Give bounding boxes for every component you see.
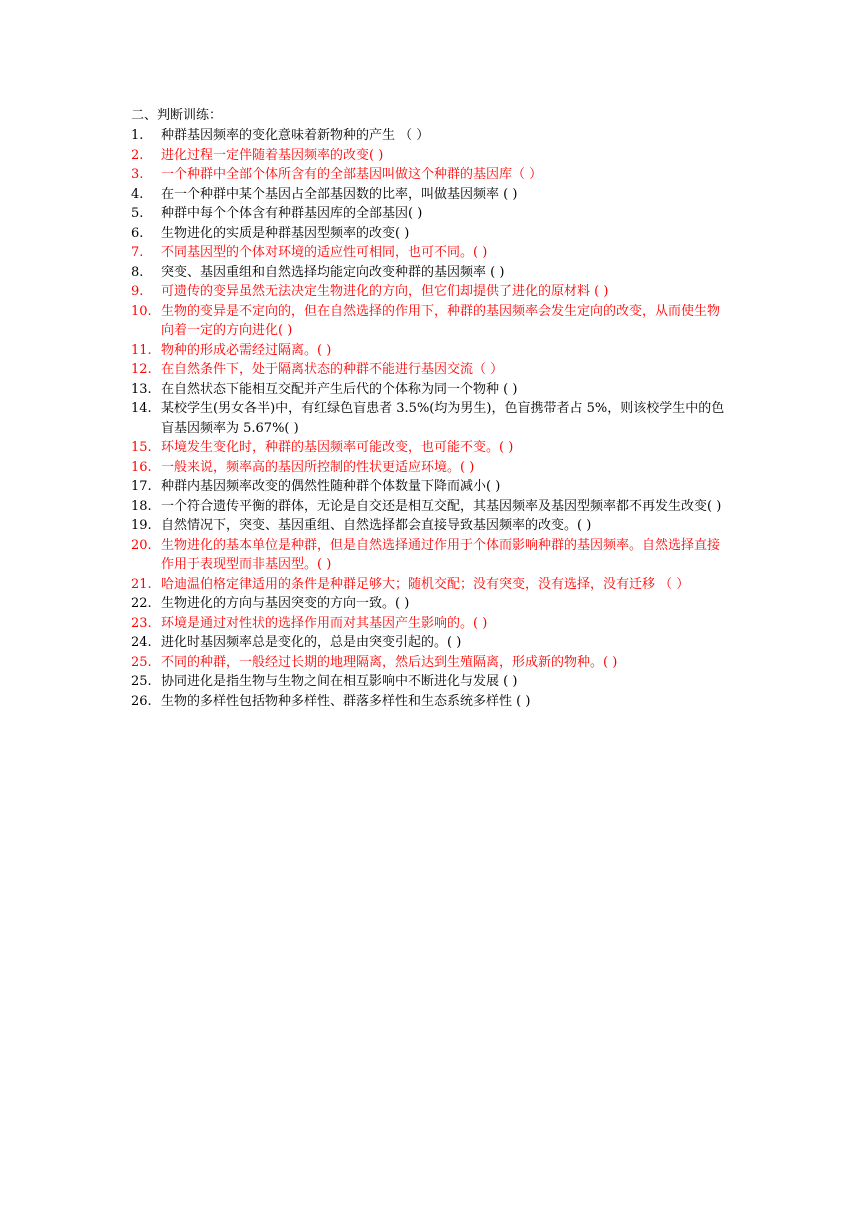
question-number: 26.: [131, 693, 152, 709]
question-text: 生物的多样性包括物种多样性、群落多样性和生态系统多样性 ( ): [161, 693, 531, 709]
question-number: 12.: [131, 362, 152, 377]
question-number: 7.: [131, 245, 144, 260]
question-list: [131, 126, 731, 711]
question-item: [131, 575, 731, 595]
question-number: 11.: [131, 342, 152, 358]
question-text: 在自然条件下，处于隔离状态的种群不能进行基因交流（ ）: [161, 362, 504, 377]
question-text: 哈迪温伯格定律适用的条件是种群足够大；随机交配；没有突变，没有选择，没有迁移 （ ）: [161, 576, 690, 592]
question-item: [131, 594, 731, 614]
question-number: 25.: [131, 674, 152, 689]
question-number: 23.: [131, 615, 152, 631]
question-text: 种群基因频率的变化意味着新物种的产生 （ ）: [161, 128, 430, 143]
question-text: 生物的变异是不定向的，但在自然选择的作用下，种群的基因频率会发生定向的改变，从而使生物向着一定的方向进化( ): [161, 303, 721, 338]
question-text: 生物进化的方向与基因突变的方向一致。( ): [161, 596, 410, 611]
question-number: 19.: [131, 518, 152, 533]
question-item: [131, 204, 731, 224]
question-item: [131, 302, 731, 341]
question-text: 生物进化的实质是种群基因型频率的改变( ): [161, 225, 410, 241]
question-item: [131, 497, 731, 517]
question-number: 25.: [131, 654, 152, 670]
question-number: 14.: [131, 401, 152, 416]
question-text: 生物进化的基本单位是种群，但是自然选择通过作用于个体而影响种群的基因频率。自然选择直接作用于表现型而非基因型。( ): [161, 537, 721, 572]
question-item: [131, 536, 731, 575]
question-number: 15.: [131, 440, 152, 455]
question-item: [131, 360, 731, 380]
question-number: 17.: [131, 479, 152, 494]
question-number: 22.: [131, 596, 152, 611]
question-text: 进化时基因频率总是变化的，总是由突变引起的。( ): [161, 635, 462, 650]
question-item: [131, 477, 731, 497]
question-text: 突变、基因重组和自然选择均能定向改变种群的基因频率 ( ): [161, 264, 505, 280]
question-item: [131, 282, 731, 302]
question-number: 9.: [131, 284, 144, 299]
question-number: 1.: [131, 128, 144, 143]
question-number: 8.: [131, 264, 144, 280]
question-item: [131, 399, 731, 438]
question-text: 环境是通过对性状的选择作用而对其基因产生影响的。( ): [161, 615, 488, 631]
question-number: 21.: [131, 576, 152, 592]
question-text: 进化过程一定伴随着基因频率的改变( ): [161, 147, 384, 163]
question-number: 2.: [131, 147, 144, 163]
question-item: [131, 633, 731, 653]
question-text: 一般来说，频率高的基因所控制的性状更适应环境。( ): [161, 459, 475, 475]
question-text: 环境发生变化时，种群的基因频率可能改变，也可能不变。( ): [161, 440, 514, 455]
question-text: 种群中每个个体含有种群基因库的全部基因( ): [161, 206, 423, 221]
question-item: [131, 380, 731, 400]
question-number: 6.: [131, 225, 144, 241]
question-item: [131, 516, 731, 536]
question-text: 不同的种群，一般经过长期的地理隔离，然后达到生殖隔离，形成新的物种。( ): [161, 654, 618, 670]
question-number: 16.: [131, 459, 152, 475]
question-item: [131, 438, 731, 458]
question-item: [131, 126, 731, 146]
question-text: 自然情况下，突变、基因重组、自然选择都会直接导致基因频率的改变。( ): [161, 518, 592, 533]
question-text: 一个种群中全部个体所含有的全部基因叫做这个种群的基因库（ ）: [161, 167, 543, 182]
question-item: [131, 165, 731, 185]
question-item: [131, 653, 731, 673]
question-item: [131, 672, 731, 692]
question-number: 3.: [131, 167, 144, 182]
question-item: [131, 458, 731, 478]
question-text: 在自然状态下能相互交配并产生后代的个体称为同一个物种 ( ): [161, 381, 518, 397]
question-number: 18.: [131, 498, 152, 514]
question-number: 20.: [131, 537, 152, 553]
document-content: [131, 106, 731, 711]
question-item: [131, 614, 731, 634]
question-item: [131, 224, 731, 244]
question-item: [131, 341, 731, 361]
question-item: [131, 185, 731, 205]
question-number: 24.: [131, 635, 152, 650]
question-item: [131, 243, 731, 263]
section-title: 二、判断训练：: [131, 108, 223, 123]
question-text: 可遗传的变异虽然无法决定生物进化的方向，但它们却提供了进化的原材料 ( ): [161, 284, 609, 299]
question-number: 10.: [131, 303, 152, 319]
question-number: 13.: [131, 381, 152, 397]
question-text: 一个符合遗传平衡的群体，无论是自交还是相互交配，其基因频率及基因型频率都不再发生改变( ): [161, 498, 722, 514]
question-item: [131, 146, 731, 166]
question-text: 不同基因型的个体对环境的适应性可相同，也可不同。( ): [161, 245, 488, 260]
question-number: 4.: [131, 186, 144, 202]
question-text: 种群内基因频率改变的偶然性随种群个体数量下降而减小( ): [161, 479, 501, 494]
question-item: [131, 263, 731, 283]
question-item: [131, 692, 731, 712]
question-text: 物种的形成必需经过隔离。( ): [161, 342, 332, 358]
question-text: 协同进化是指生物与生物之间在相互影响中不断进化与发展 ( ): [161, 674, 518, 689]
question-number: 5.: [131, 206, 144, 221]
question-text: 某校学生(男女各半)中，有红绿色盲患者 3.5%(均为男生)，色盲携带者占 5%，则该校学生中的色盲基因频率为 5.67%( ): [161, 401, 725, 436]
question-text: 在一个种群中某个基因占全部基因数的比率，叫做基因频率 ( ): [161, 186, 518, 202]
